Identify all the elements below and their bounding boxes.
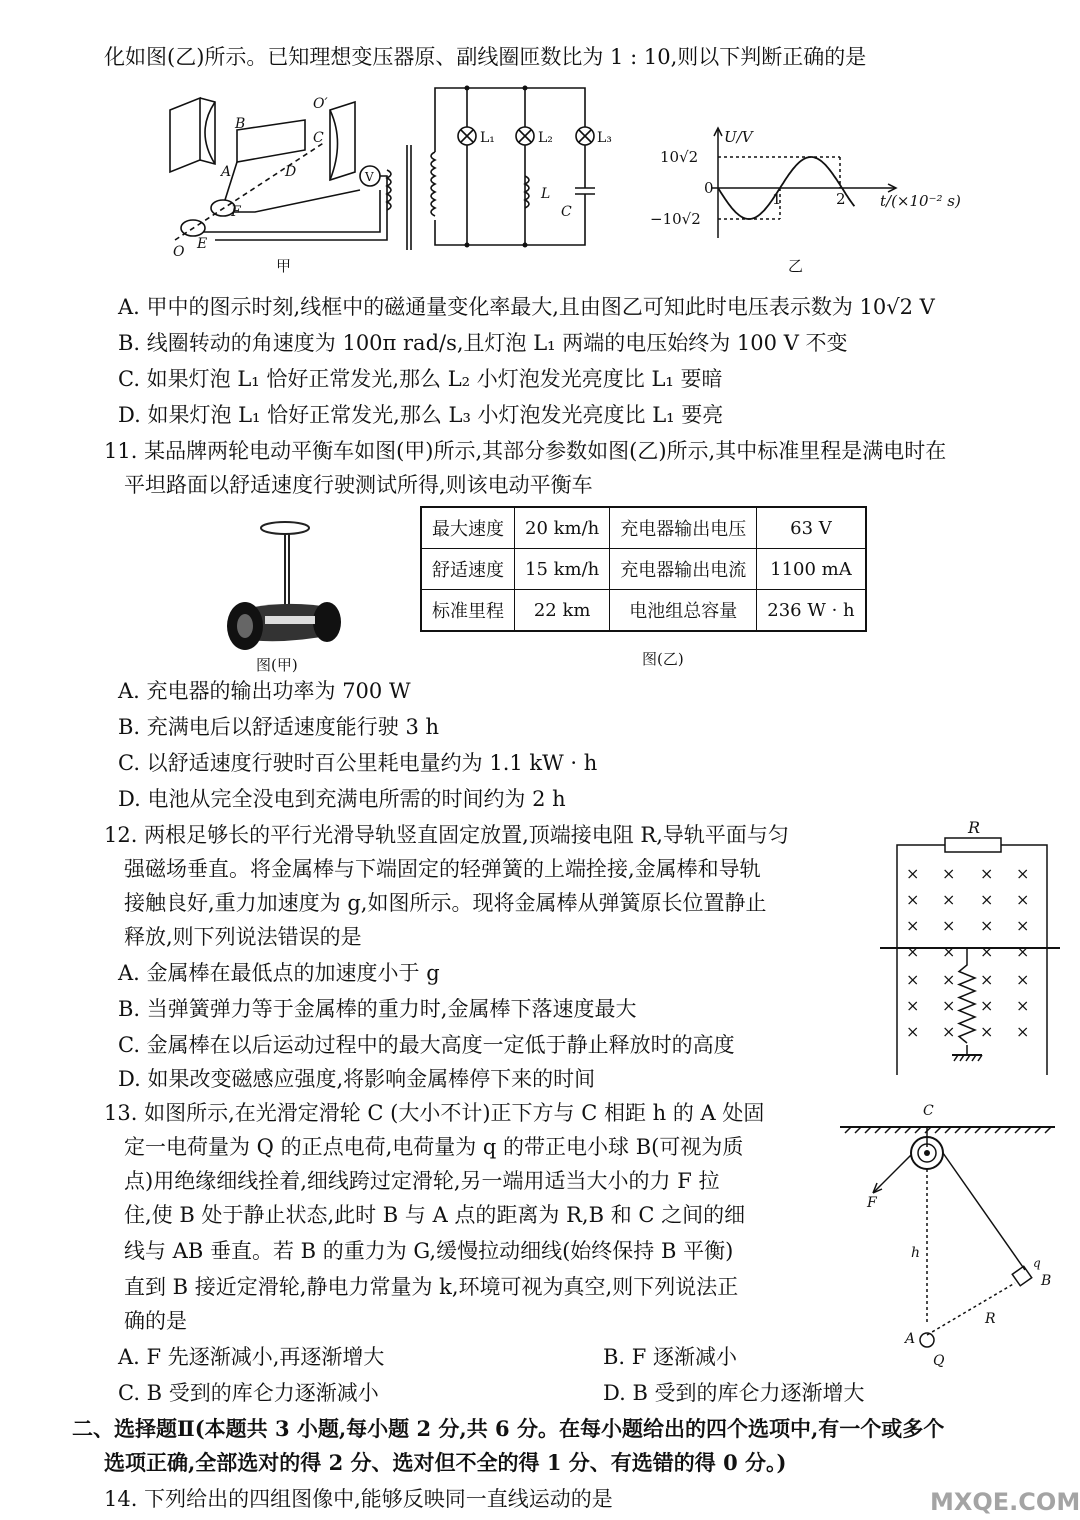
table-cell: 最大速度 <box>421 507 515 549</box>
label-b: B <box>1041 1273 1052 1289</box>
label-e: E <box>197 236 208 252</box>
q11-params-table <box>420 506 867 632</box>
q13-figure <box>835 1095 1065 1375</box>
q10-fig-b-caption: 乙 <box>788 257 804 275</box>
table-cell: 1100 mA <box>757 549 866 590</box>
ytick-zero: 0 <box>704 179 714 197</box>
label-c: C <box>313 130 324 146</box>
q11-option-d: D. 电池从完全没电到充满电所需的时间约为 2 h <box>118 787 566 811</box>
section-2-line-1: 二、选择题Ⅱ(本题共 3 小题,每小题 2 分,共 6 分。在每小题给出的四个选项中,有一个或多个 <box>72 1416 945 1441</box>
q13-option-c: C. B 受到的库仑力逐渐减小 <box>118 1381 379 1405</box>
table-cell: 充电器输出电流 <box>610 549 757 590</box>
field-cross: × <box>980 996 994 1015</box>
field-cross: × <box>980 916 994 935</box>
xlabel: t/(×10⁻² s) <box>880 192 961 210</box>
q10-option-c: C. 如果灯泡 L₁ 恰好正常发光,那么 L₂ 小灯泡发光亮度比 L₁ 要暗 <box>118 367 723 391</box>
ylabel: U/V <box>724 128 753 146</box>
label-f: F <box>231 204 241 220</box>
q10-option-d: D. 如果灯泡 L₁ 恰好正常发光,那么 L₃ 小灯泡发光亮度比 L₁ 要亮 <box>118 403 724 427</box>
q13-option-b: B. F 逐渐减小 <box>603 1345 738 1369</box>
ytick-bottom: −10√2 <box>650 210 701 228</box>
table-cell: 电池组总容量 <box>610 590 757 632</box>
field-cross: × <box>942 864 956 883</box>
q13-stem-4: 住,使 B 处于静止状态,此时 B 与 A 点的距离为 R,B 和 C 之间的细 <box>124 1203 746 1227</box>
q13-option-d: D. B 受到的库仑力逐渐增大 <box>603 1381 865 1405</box>
field-cross: × <box>1016 942 1030 961</box>
field-cross: × <box>1016 996 1030 1015</box>
field-cross: × <box>980 864 994 883</box>
q11-scooter-image <box>215 516 345 656</box>
table-cell: 22 km <box>515 590 610 632</box>
table-cell: 236 W · h <box>757 590 866 632</box>
table-cell: 63 V <box>757 507 866 549</box>
field-cross: × <box>906 970 920 989</box>
q14-stem: 14. 下列给出的四组图像中,能够反映同一直线运动的是 <box>104 1487 613 1511</box>
q13-stem-2: 定一电荷量为 Q 的正点电荷,电荷量为 q 的带正电小球 B(可视为质 <box>124 1135 744 1159</box>
table-cell: 充电器输出电压 <box>610 507 757 549</box>
field-cross: × <box>906 1022 920 1041</box>
q12-option-c: C. 金属棒在以后运动过程中的最大高度一定低于静止释放时的高度 <box>118 1033 735 1057</box>
label-big-q: Q <box>933 1353 945 1369</box>
field-cross: × <box>906 942 920 961</box>
label-a: A <box>905 1331 916 1347</box>
q10-option-a: A. 甲中的图示时刻,线框中的磁通量变化率最大,且由图乙可知此时电压表示数为 10√2 V <box>118 295 935 319</box>
q12-stem-2: 强磁场垂直。将金属棒与下端固定的轻弹簧的上端拴接,金属棒和导轨 <box>124 857 761 881</box>
field-cross: × <box>980 970 994 989</box>
field-cross: × <box>942 970 956 989</box>
field-cross: × <box>942 996 956 1015</box>
label-l1: L₁ <box>480 130 495 146</box>
q10-option-b: B. 线圈转动的角速度为 100π rad/s,且灯泡 L₁ 两端的电压始终为 100 V 不变 <box>118 331 848 355</box>
label-q: q <box>1033 1256 1041 1270</box>
field-cross: × <box>1016 970 1030 989</box>
q11-fig-b-caption: 图(乙) <box>642 650 684 668</box>
table-row <box>421 590 866 632</box>
label-c: C <box>923 1103 934 1119</box>
q11-stem-1: 11. 某品牌两轮电动平衡车如图(甲)所示,其部分参数如图(乙)所示,其中标准里程是满电时在 <box>104 439 947 463</box>
table-cell: 舒适速度 <box>421 549 515 590</box>
label-b: B <box>235 116 246 132</box>
q11-option-c: C. 以舒适速度行驶时百公里耗电量约为 1.1 kW · h <box>118 751 598 775</box>
section-2-line-2: 选项正确,全部选对的得 2 分、选对但不全的得 1 分、有选错的得 0 分。) <box>104 1450 787 1475</box>
label-f: F <box>867 1195 877 1211</box>
label-voltmeter: V <box>365 170 374 184</box>
table-row <box>421 507 866 549</box>
table-row <box>421 549 866 590</box>
q13-stem-1: 13. 如图所示,在光滑定滑轮 C (大小不计)正下方与 C 相距 h 的 A 处固 <box>104 1101 765 1125</box>
label-r: R <box>968 818 981 837</box>
q10-stem-tail: 化如图(乙)所示。已知理想变压器原、副线圈匝数比为 1 : 10,则以下判断正确的是 <box>104 45 867 69</box>
field-cross: × <box>942 1022 956 1041</box>
label-o: O <box>173 244 185 260</box>
q12-option-a: A. 金属棒在最低点的加速度小于 g <box>118 961 440 985</box>
label-r: R <box>985 1311 996 1327</box>
label-l3: L₃ <box>597 130 612 146</box>
label-l2: L₂ <box>538 130 553 146</box>
q12-stem-3: 接触良好,重力加速度为 g,如图所示。现将金属棒从弹簧原长位置静止 <box>124 891 767 915</box>
field-cross: × <box>906 864 920 883</box>
q13-option-a: A. F 先逐渐减小,再逐渐增大 <box>118 1345 385 1369</box>
label-o-prime: O′ <box>313 96 328 112</box>
field-cross: × <box>980 942 994 961</box>
field-cross: × <box>906 996 920 1015</box>
field-cross: × <box>906 890 920 909</box>
label-h: h <box>911 1245 921 1261</box>
label-a: A <box>221 164 232 180</box>
label-capacitor: C <box>561 204 572 220</box>
q11-option-b: B. 充满电后以舒适速度能行驶 3 h <box>118 715 440 739</box>
label-d: D <box>285 164 297 180</box>
q12-stem-1: 12. 两根足够长的平行光滑导轨竖直固定放置,顶端接电阻 R,导轨平面与匀 <box>104 823 789 847</box>
ytick-top: 10√2 <box>660 148 699 166</box>
q13-stem-7: 确的是 <box>124 1309 187 1333</box>
q10-figure-b <box>640 120 970 250</box>
field-cross: × <box>980 1022 994 1041</box>
q11-stem-2: 平坦路面以舒适速度行驶测试所得,则该电动平衡车 <box>124 473 593 497</box>
q10-figure-a <box>155 80 625 260</box>
q13-stem-3: 点)用绝缘细线拴着,细线跨过定滑轮,另一端用适当大小的力 F 拉 <box>124 1169 720 1193</box>
q12-option-d: D. 如果改变磁感应强度,将影响金属棒停下来的时间 <box>118 1067 596 1091</box>
q13-stem-6: 直到 B 接近定滑轮,静电力常量为 k,环境可视为真空,则下列说法正 <box>124 1275 739 1299</box>
table-cell: 20 km/h <box>515 507 610 549</box>
field-cross: × <box>942 916 956 935</box>
field-cross: × <box>1016 890 1030 909</box>
xtick-2: 2 <box>836 190 846 208</box>
q11-fig-a-caption: 图(甲) <box>256 656 298 674</box>
xtick-1: 1 <box>772 190 782 208</box>
field-cross: × <box>1016 916 1030 935</box>
field-cross: × <box>942 942 956 961</box>
table-cell: 标准里程 <box>421 590 515 632</box>
q12-stem-4: 释放,则下列说法错误的是 <box>124 925 362 949</box>
field-cross: × <box>980 890 994 909</box>
field-cross: × <box>906 916 920 935</box>
q11-option-a: A. 充电器的输出功率为 700 W <box>118 679 411 703</box>
field-cross: × <box>1016 1022 1030 1041</box>
label-inductor: L <box>541 186 551 202</box>
field-cross: × <box>942 890 956 909</box>
table-cell: 15 km/h <box>515 549 610 590</box>
field-cross: × <box>1016 864 1030 883</box>
q10-fig-a-caption: 甲 <box>276 257 292 275</box>
watermark-site: MXQE.COM <box>930 1488 1080 1516</box>
q12-option-b: B. 当弹簧弹力等于金属棒的重力时,金属棒下落速度最大 <box>118 997 637 1021</box>
q13-stem-5: 线与 AB 垂直。若 B 的重力为 G,缓慢拉动细线(始终保持 B 平衡) <box>124 1239 734 1263</box>
q12-figure <box>870 815 1060 1075</box>
